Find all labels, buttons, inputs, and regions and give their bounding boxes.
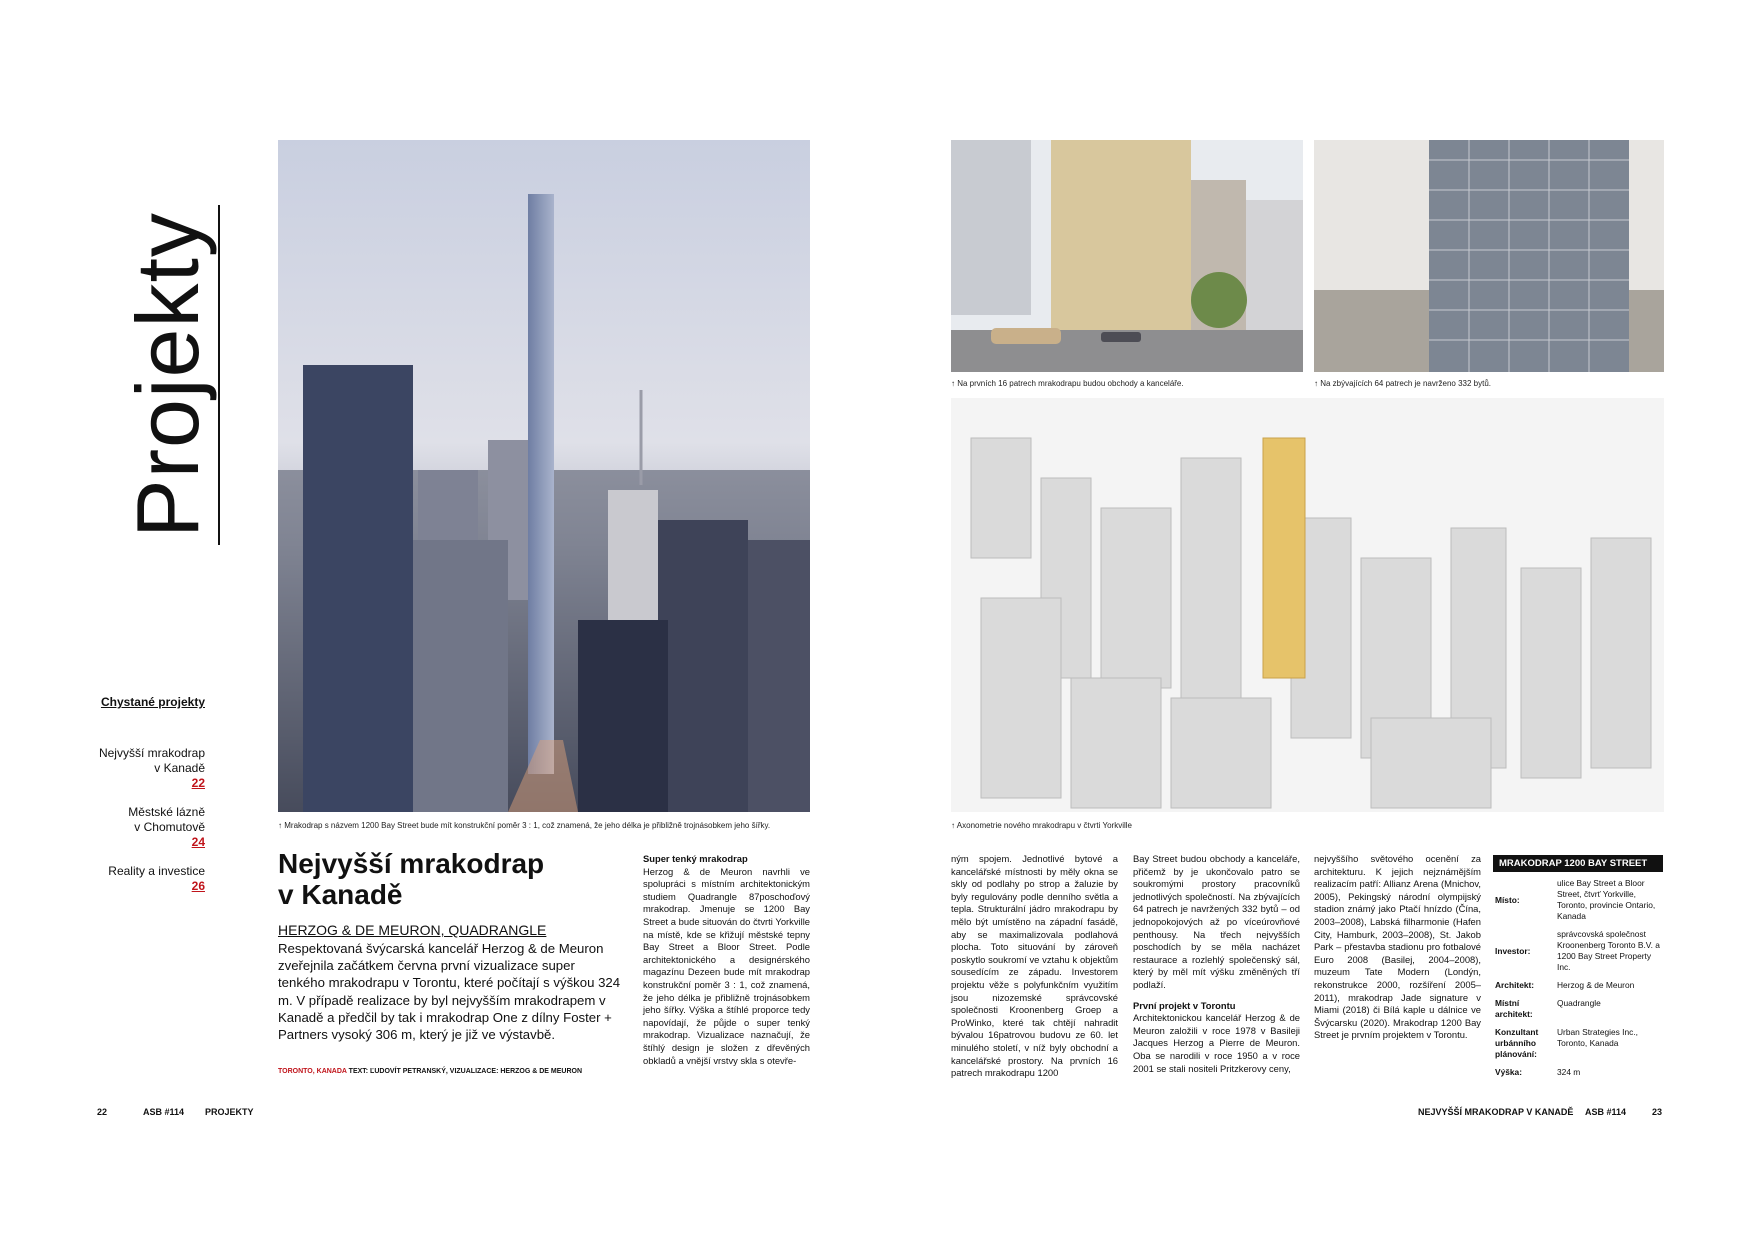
- footer-section-left: PROJEKTY: [205, 1107, 254, 1117]
- fact-box-header: MRAKODRAP 1200 BAY STREET: [1493, 855, 1663, 872]
- arrow-up-icon: ↑: [951, 379, 955, 388]
- text-column-3: Bay Street budou obchody a kanceláře, přičemž by je ukončovalo patro se soukromými prostory pracovníků jednotlivých společností. Na zbývajících 64 patrech je navržených 332 bytů – od jednopokojových až po víceúrovňové penthousy. Na třech nejvyšších poschodích by se měla nacházet restaurace a rozlehlý společenský sál, který by měl mít výšku změněných tří podlaží. První projekt v Torontu Architektonickou kancelář Herzog & de Meuron založili v roce 1978 v Basileji Jacques Herzog a Pierre de Meuron. Oba se narodili v roce 1950 a v roce 2001 se stali nositeli Pritzkerovy ceny,: [1133, 853, 1300, 1074]
- fact-box: [1493, 855, 1663, 1083]
- tower-caption: ↑ Na zbývajících 64 patrech je navrženo 332 bytů.: [1314, 379, 1491, 388]
- main-skyscraper-render: [278, 140, 810, 812]
- upcoming-projects-nav: [70, 695, 205, 908]
- nav-heading: Chystané projekty: [100, 695, 205, 709]
- page-link[interactable]: 22: [191, 776, 205, 790]
- footer-page-number-right: 23: [1652, 1107, 1663, 1117]
- arrow-up-icon: ↑: [951, 821, 955, 830]
- street-caption: ↑ Na prvních 16 patrech mrakodrapu budou obchody a kanceláře.: [951, 379, 1184, 388]
- arrow-up-icon: ↑: [278, 821, 282, 830]
- page-link[interactable]: 24: [191, 835, 205, 849]
- nav-item-baths[interactable]: Městské lázně v Chomutově 24: [70, 805, 205, 850]
- text-column-1: Super tenký mrakodrap Herzog & de Meuron navrhli ve spolupráci s místním architektonickým studiem Quadrangle 87poschoďový mrakodrap. Jmenuje se 1200 Bay Street a bude situován do čtvrti Yorkville na místě, kde se křižují městské tepny Bay Street a Bloor Street. Podle architektonického a designérského magazínu Dezeen bude mít mrakodrap konstrukční poměr 3 : 1, což znamená, že jeho délka je přibližně trojnásobkem jeho šířky. Výška a štíhlé proporce tedy napovídají, že půjde o super tenký mrakodrap. Vizualizace naznačují, že štíhlý design je složen z dřevěných obkladů a vnější vrstvy skla s otevře-: [643, 853, 810, 1066]
- axo-caption: ↑ Axonometrie nového mrakodrapu v čtvrti Yorkville: [951, 821, 1132, 830]
- page-link[interactable]: 26: [191, 879, 205, 893]
- article-lead: Respektovaná švýcarská kancelář Herzog & de Meuron zveřejnila začátkem června první vizualizace super tenkého mrakodrapu v Torontu, které počítají s výškou 324 m. V případě realizace by byl nejvyšším mrakodrapem v Kanadě a předčil by tak i mrakodrap One z dílny Foster + Partners vysoký 306 m, který je již ve výstavbě.: [278, 941, 621, 1043]
- nav-item-reality[interactable]: Reality a investice 26: [70, 864, 205, 894]
- fact-row: Architekt: Herzog & de Meuron: [1495, 980, 1635, 990]
- section-title-text: Projekty: [118, 212, 217, 538]
- article-subtitle: HERZOG & DE MEURON, QUADRANGLE: [278, 922, 547, 938]
- footer-page-number-left: 22: [97, 1107, 108, 1117]
- fact-row: Konzultant urbánního plánování: Urban Strategies Inc., Toronto, Kanada: [1495, 1027, 1638, 1059]
- footer-article-title: NEJVYŠŠÍ MRAKODRAP V KANADĚ: [1418, 1107, 1574, 1117]
- tower-render: [1314, 140, 1664, 372]
- fact-row: Investor: správcovská společnost Kroonenberg Toronto B.V. a 1200 Bay Street Property Inc.: [1495, 929, 1660, 972]
- main-caption: ↑ Mrakodrap s názvem 1200 Bay Street bude mít konstrukční poměr 3 : 1, což znamená, že jeho délka je přibližně trojnásobkem jeho šířky.: [278, 821, 771, 830]
- street-render: [951, 140, 1303, 372]
- fact-row: Výška: 324 m: [1495, 1067, 1581, 1077]
- text-column-4: nejvyššího světového ocenění za architekturu. K jejich nejznámějším realizacím patří: Allianz Arena (Mnichov, 2005), Pekingský národní olympijský stadion známý jako Ptačí hnízdo (Čína, 2003–2008), Labská filharmonie (Hafen City, Hamburk, 2003–2008), St. Jakob Park – přestavba stadionu pro fotbalové Euro 2008 (Basilej, 2004–2008), muzeum Tate Modern (Londýn, rekonstrukce 2000, rozšíření 2005–2011), mrakodrap Jade signature v Miami (2018) či Bílá kaple u dálnice ve Švýcarsku (2020). Mrakodrap 1200 Bay Street je prvním projektem v Torontu.: [1314, 853, 1481, 1041]
- fact-table: [1493, 876, 1663, 1083]
- nav-item-skyscraper[interactable]: Nejvyšší mrakodrap v Kanadě 22: [70, 746, 205, 791]
- article-title: Nejvyšší mrakodrap v Kanadě: [278, 848, 545, 910]
- axonometric-render: [951, 398, 1664, 812]
- article-credit: TORONTO, KANADA TEXT: ĽUDOVÍT PETRANSKÝ, VIZUALIZACE: HERZOG & DE MEURON: [278, 1068, 583, 1075]
- section-title: [118, 205, 218, 545]
- fact-row: Místní architekt: Quadrangle: [1495, 998, 1601, 1019]
- title-divider: [218, 205, 220, 545]
- fact-row: Místo: ulice Bay Street a Bloor Street, čtvrť Yorkville, Toronto, provincie Ontario, Kanada: [1495, 878, 1656, 921]
- text-column-2: ným spojem. Jednotlivé bytové a kancelářské místnosti by měly okna se skly od podlahy po strop a žaluzie by byly regulovány podle denního světla a tepla. Strukturální jádro mrakodrapu by mělo být umístěno na západní fasádě, aby se maximalizovala podlahová plocha. Toto situování by zároveň poskytlo soukromí ve vztahu k objektům sousedícím ze západu. Investorem projektu věže s polyfunkčním využitím jsou nizozemské správcovské společnosti Kroonenberg Groep a ProWinko, které tak chtějí nahradit bývalou 16patrovou budovu ze 60. let minulého století, v níž byly obchodní a kancelářské prostory. Na prvních 16 patrech mrakodrapu 1200: [951, 853, 1118, 1079]
- footer-magazine-left: ASB #114: [143, 1107, 185, 1117]
- arrow-up-icon: ↑: [1314, 379, 1318, 388]
- footer-magazine-right: ASB #114: [1585, 1107, 1627, 1117]
